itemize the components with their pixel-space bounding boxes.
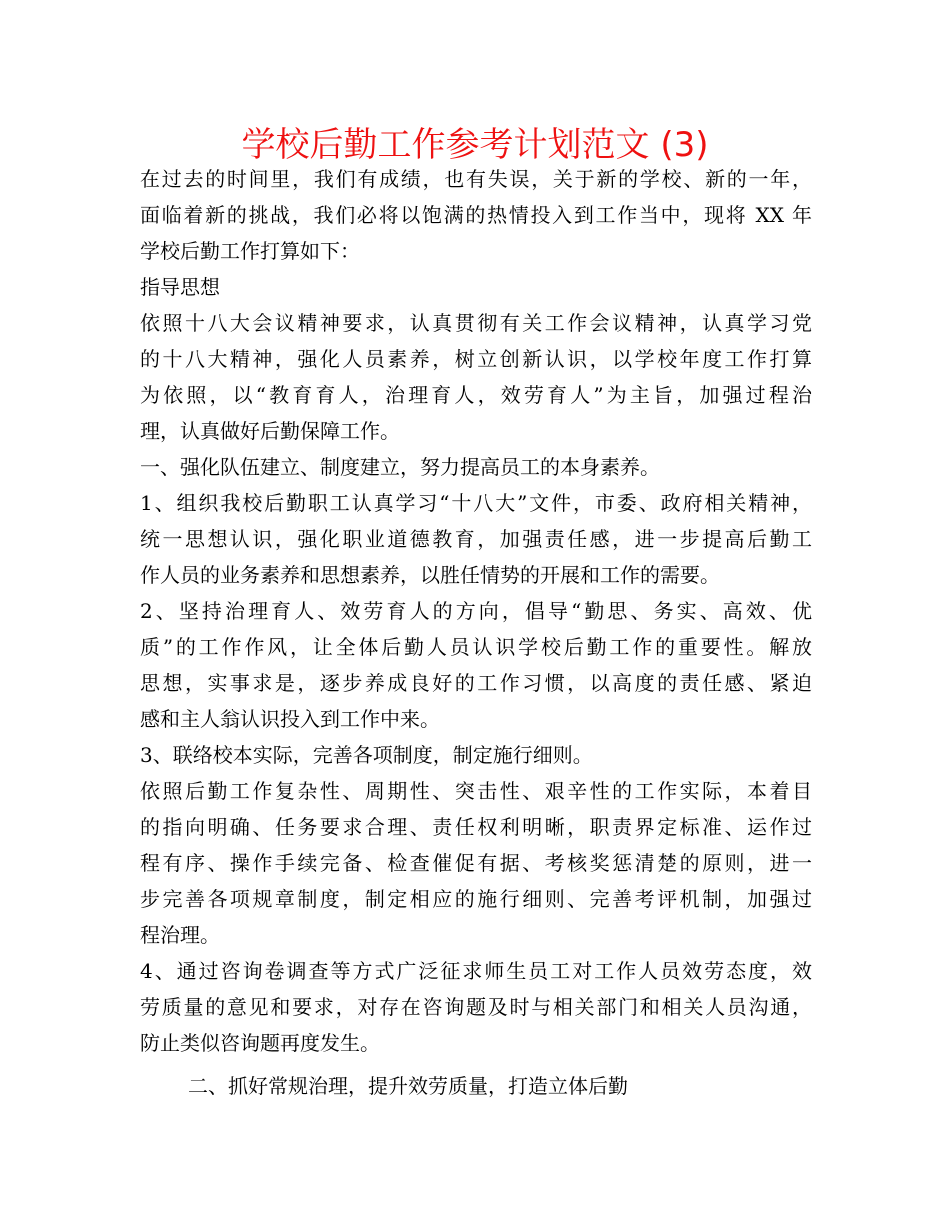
paragraph-line: 理，认真做好后勤保障工作。 [140, 419, 400, 443]
list-item-line: 防止类似咨询题再度发生。 [140, 1031, 380, 1055]
list-item-line: 统一思想认识，强化职业道德教育，加强责任感，进一步提高后勤工 [140, 527, 812, 551]
section-heading: 二、抓好常规治理，提升效劳质量，打造立体后勤 [188, 1074, 628, 1098]
list-item-line: 作人员的业务素养和思想素养，以胜任情势的开展和工作的需要。 [140, 563, 720, 587]
list-item-line: 2、坚持治理育人、效劳育人的方向，倡导“勤思、务实、高效、优 [140, 599, 812, 623]
list-item-line: 思想，实事求是，逐步养成良好的工作习惯，以高度的责任感、紧迫 [140, 671, 812, 695]
paragraph-line: 的十八大精神，强化人员素养，树立创新认识，以学校年度工作打算 [140, 347, 812, 371]
document-body [140, 161, 812, 1104]
list-item-line: 4、通过咨询卷调查等方式广泛征求师生员工对工作人员效劳态度，效 [140, 959, 812, 983]
section-heading: 一、强化队伍建立、制度建立，努力提高员工的本身素养。 [140, 455, 660, 479]
list-item-line: 劳质量的意见和要求，对存在咨询题及时与相关部门和相关人员沟通， [140, 995, 812, 1019]
list-item-line: 感和主人翁认识投入到工作中来。 [140, 707, 440, 731]
section-heading: 指导思想 [140, 275, 220, 299]
paragraph-line: 步完善各项规章制度，制定相应的施行细则、完善考评机制，加强过 [140, 887, 812, 911]
paragraph-line: 学校后勤工作打算如下： [140, 239, 360, 263]
document-title: 学校后勤工作参考计划范文 (3) [241, 125, 709, 165]
list-item-line: 3、联络校本实际，完善各项制度，制定施行细则。 [140, 743, 593, 767]
paragraph-line: 依照十八大会议精神要求，认真贯彻有关工作会议精神，认真学习党 [140, 311, 812, 335]
list-item-line: 质”的工作作风，让全体后勤人员认识学校后勤工作的重要性。解放 [140, 635, 812, 659]
paragraph-line: 面临着新的挑战，我们必将以饱满的热情投入到工作当中，现将 XX 年 [140, 203, 812, 227]
paragraph-line: 程有序、操作手续完备、检查催促有据、考核奖惩清楚的原则，进一 [140, 851, 812, 875]
paragraph-line: 在过去的时间里，我们有成绩，也有失误，关于新的学校、新的一年， [140, 167, 812, 191]
paragraph-line: 为依照，以“教育育人，治理育人，效劳育人”为主旨，加强过程治 [140, 383, 812, 407]
paragraph-line: 程治理。 [140, 923, 220, 947]
paragraph-line: 依照后勤工作复杂性、周期性、突击性、艰辛性的工作实际，本着目 [140, 779, 812, 803]
paragraph-line: 的指向明确、任务要求合理、责任权利明晰，职责界定标准、运作过 [140, 815, 812, 839]
list-item-line: 1、组织我校后勤职工认真学习“十八大”文件，市委、政府相关精神， [140, 491, 812, 515]
